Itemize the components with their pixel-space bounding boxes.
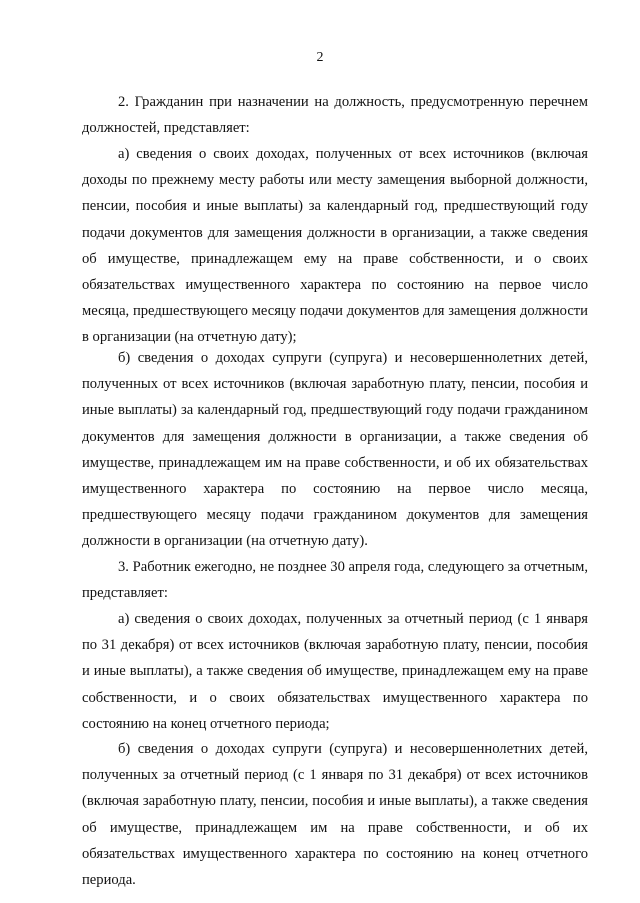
paragraph-2: 2. Гражданин при назначении на должность, предусмотренную перечнем должностей, представляет:: [82, 94, 588, 137]
paragraph-2a: а) сведения о своих доходах, полученных от всех источников (включая доходы по прежнему месту работы или месту замещения выборной должности, пенсии, пособия и иные выплаты) за календарный год, предшествующий году подачи документов для замещения должности в организации, а также сведения об имуществе, принадлежащем ему на праве собственности, и о своих обязательствах имущественного характера по состоянию на первое число месяца, предшествующего месяцу подачи документов для замещения должности в организации (на отчетную дату);: [82, 146, 588, 346]
paragraph-3b: б) сведения о доходах супруги (супруга) и несовершеннолетних детей, полученных за отчетный период (с 1 января по 31 декабря) от всех источников (включая заработную плату, пенсии, пособия и иные выплаты), а также сведения об имуществе, принадлежащем им на праве собственности, и об их обязательствах имущественного характера по состоянию на конец отчетного периода.: [82, 741, 588, 889]
page-number: 2: [316, 50, 324, 65]
paragraph-2b: б) сведения о доходах супруги (супруга) и несовершеннолетних детей, полученных от всех источников (включая заработную плату, пенсии, пособия и иные выплаты) за календарный год, предшествующий году подачи гражданином документов для замещения должности в организации, а также сведения об имуществе, принадлежащем им на праве собственности, и об их обязательствах имущественного характера по состоянию на первое число месяца, предшествующего месяцу подачи гражданином документов для замещения должности в организации (на отчетную дату).: [82, 350, 588, 550]
paragraph-3: 3. Работник ежегодно, не позднее 30 апреля года, следующего за отчетным, представляет:: [82, 559, 588, 602]
paragraph-3a: а) сведения о своих доходах, полученных за отчетный период (с 1 января по 31 декабря) от всех источников (включая заработную плату, пенсии, пособия и иные выплаты), а также сведения об имуществе, принадлежащем ему на праве собственности, и о своих обязательствах имущественного характера по состоянию на конец отчетного периода;: [82, 611, 588, 732]
